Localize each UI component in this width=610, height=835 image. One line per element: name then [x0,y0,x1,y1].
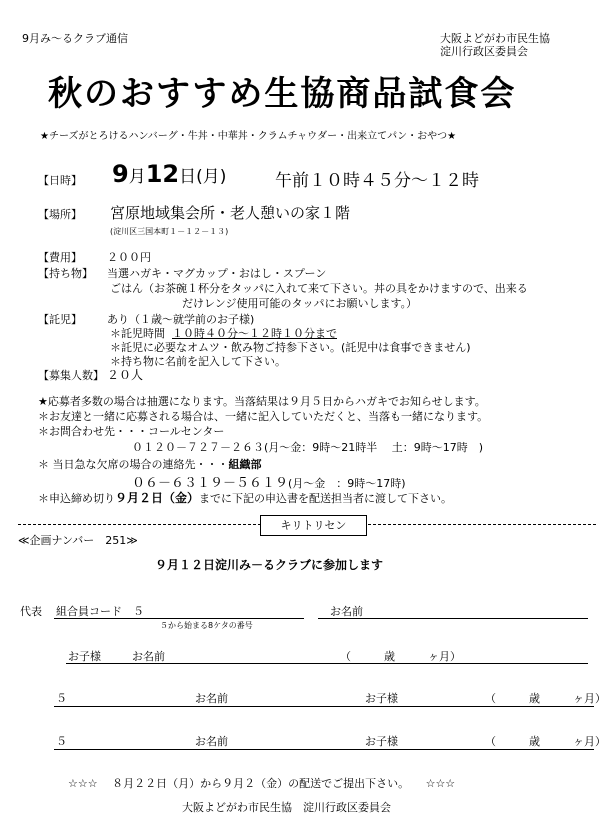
org-name-line1: 大阪よどがわ市民生協 [440,32,550,45]
rep-name-field[interactable] [318,618,588,619]
urgent-contact-row [38,456,262,472]
rep-child-field[interactable] [66,663,588,664]
date-day: 12 [145,160,180,188]
childcare-time: １０時４０分～１２時１０分まで [172,327,337,340]
event-fee: ２００円 [107,251,151,264]
club-news-label: 9月み～るクラブ通信 [22,32,128,45]
representative-label: 代表 [20,605,42,618]
lottery-note: ★応募者多数の場合は抽選になります。当落結果は９月５日からハガキでお知らせします。 [38,395,486,408]
rep-child-age: （ 歳 ヶ月） [340,650,461,663]
items-label: 【持ち物】 [38,267,93,280]
member-row-1-child-label: お子様 [365,692,398,705]
fee-label: 【費用】 [38,251,82,264]
cut-line-label: キリトリセン [260,515,367,536]
member-row-1-field[interactable] [54,706,594,707]
member-row-1-name-label: お名前 [195,692,228,705]
member-row-2-prefix: ５ [56,735,67,748]
form-heading: ９月１２日淀川み－るクラブに参加します [155,558,384,572]
urgent-prefix: ＊ 当日急な欠席の場合の連絡先・・・ [38,458,229,471]
member-code-field[interactable] [54,618,304,619]
member-row-2-age: （ 歳 ヶ月） [485,735,606,748]
member-row-1-prefix: ５ [56,692,67,705]
childcare-note-2: ＊持ち物に名前を記入して下さい。 [110,355,286,368]
member-row-2-field[interactable] [54,749,594,750]
capacity-value: ２０人 [107,368,144,382]
member-code-label: 組合員コード ５ [56,605,144,618]
member-code-hint: ５から始まる8ケタの番号 [160,621,253,630]
date-day-unit: 日(月) [179,167,227,187]
date-label: 【日時】 [38,174,82,187]
deadline-suffix: までに下記の申込書を配送担当者に渡して下さい。 [199,492,453,505]
page-title: 秋のおすすめ生協商品試食会 [48,74,517,114]
rep-child-label: お子様 [68,650,101,663]
member-row-2-name-label: お名前 [195,735,228,748]
member-row-1-age: （ 歳 ヶ月） [485,692,606,705]
friends-note: ＊お友達と一緒に応募される場合は、一緒に記入していただくと、当落も一緒になります。 [38,410,489,423]
childcare-info: あり（１歳～就学前のお子様) [107,313,255,326]
member-row-2-child-label: お子様 [365,735,398,748]
event-time: 午前１０時４５分～１２時 [275,171,479,191]
deadline-row [38,489,452,506]
deadline-prefix: ＊申込締め切り [38,492,115,505]
childcare-label: 【託児】 [38,313,82,326]
childcare-note-1: ＊託児に必要なオムツ・飲み物ご持参下さい。(託児中は食事できません) [110,341,471,354]
place-label: 【場所】 [38,208,82,221]
event-date [112,160,226,188]
items-list: 当選ハガキ・マグカップ・おはし・スプーン [107,267,327,280]
rep-child-name-label: お名前 [132,650,165,663]
date-month-unit: 月 [128,167,146,187]
childcare-time-prefix: ＊託児時間 [110,327,165,340]
org-name-line2: 淀川行政区委員会 [440,45,528,58]
rep-name-label: お名前 [330,605,363,618]
urgent-hours: (月～金 ：9時～17時) [288,477,406,490]
submission-note: ☆☆☆ ８月２２日（月）から９月２（金）の配送でご提出下さい。 ☆☆☆ [68,777,456,790]
items-note-line2: だけレンジ使用可能のタッパにお願いします。） [182,297,418,310]
capacity-label: 【募集人数】 [38,369,104,382]
event-place: 宮原地域集会所・老人憩いの家１階 [110,204,351,222]
plan-number: ≪企画ナンバー 251≫ [18,534,138,547]
menu-subtitle: ★チーズがとろけるハンバーグ・牛丼・中華丼・クラムチャウダー・出来立てパン・おやつ★ [40,131,457,142]
date-month: 9 [112,160,129,188]
items-note-line1: ごはん（お茶碗１杯分をタッパに入れて来て下さい。丼の具をかけますので、出来る [110,282,528,295]
footer-org: 大阪よどがわ市民生協 淀川行政区委員会 [182,801,391,814]
inquiry-note: ＊お問合わせ先・・・コールセンター [38,425,225,438]
deadline-date: ９月２日（金） [115,491,200,505]
event-address: (淀川区三国本町１－１２－１３) [110,227,229,236]
urgent-department: 組織部 [228,458,262,471]
urgent-phone: ０６－６３１９－５６１９ [132,476,289,491]
call-center-phone: ０１２０－７２７－２６３(月～金：9時～21時半 土：9時～17時 ) [132,441,484,454]
